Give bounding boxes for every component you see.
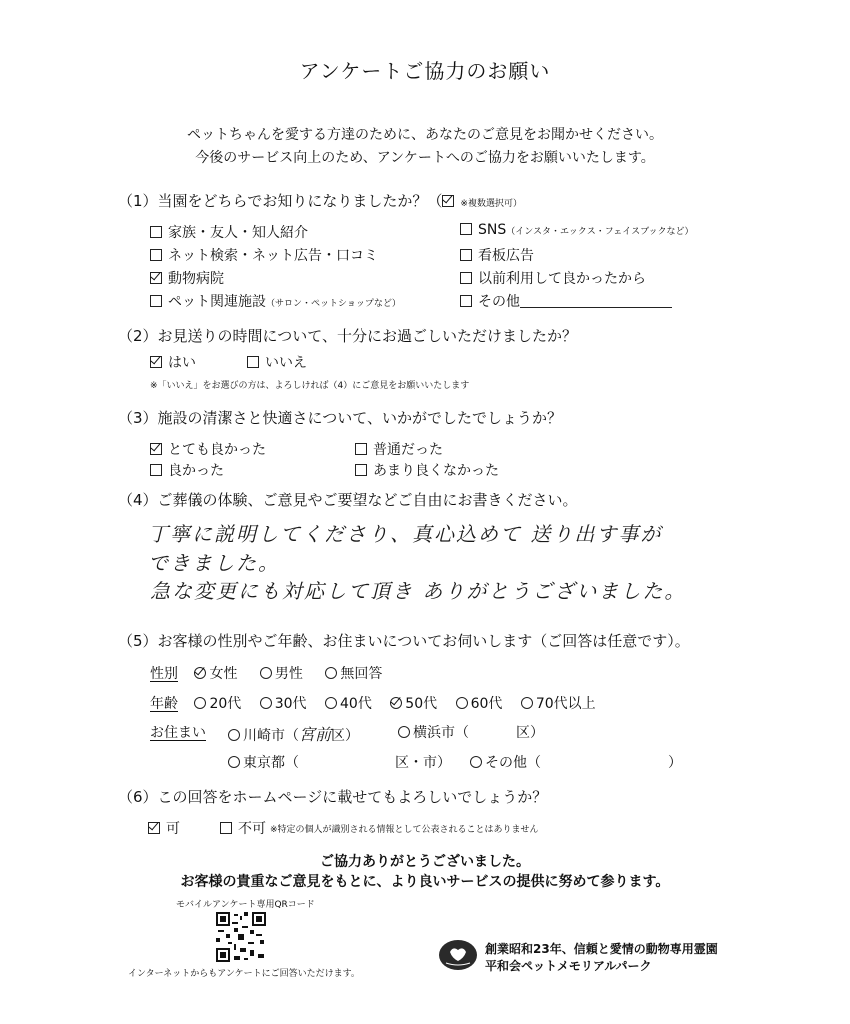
address-label-text: お住まい [150,725,206,741]
option-label: 50代 [405,696,438,712]
address-other[interactable] [470,752,541,772]
radio[interactable] [398,726,410,738]
radio[interactable] [260,697,272,709]
q1-question-text: （1）当園をどちらでお知りになりましたか？（ [118,192,443,210]
radio[interactable] [521,697,533,709]
page-title: アンケートご協力のお願い [299,59,551,83]
option-note: （サロン・ペットショップなど） [266,299,401,309]
intro-line-2: 今後のサービス向上のため、アンケートへのご協力をお願いいたします。 [195,150,655,166]
q5-question: （5）お客様の性別やご年齢、お住まいについてお伺いします（ご回答は任意です）。 [118,632,690,650]
option-label: SNS [478,222,507,238]
q1-option-net[interactable] [150,245,378,265]
checkbox[interactable] [247,356,259,368]
option-label: 20代 [209,696,242,712]
age-40s[interactable] [325,696,372,712]
option-label-end: 区） [331,728,360,744]
q3-question: （3）施設の清潔さと快適さについて、いかがでしたでしょうか？ [118,409,562,427]
checkbox[interactable] [355,464,367,476]
option-label: 動物病院 [168,271,224,287]
option-label: その他（ [485,755,541,771]
q4-handwritten-line-1: 丁寧に説明してくださり、真心込めて 送り出す事が [148,522,663,546]
checkbox[interactable] [150,295,162,307]
yokohama-end: 区） [516,725,544,741]
q6-option-yes[interactable] [148,818,180,838]
memorial-park-logo-icon [438,939,478,971]
q2-question: （2）お見送りの時間について、十分にお過ごしいただけましたか？ [118,327,577,345]
checkbox[interactable] [150,226,162,238]
option-label: 40代 [340,696,372,712]
checkbox[interactable] [150,249,162,261]
q1-option-family[interactable] [150,222,308,242]
checkbox[interactable] [460,295,472,307]
option-label: 男性 [274,666,303,682]
option-label: 無回答 [340,666,383,682]
checkbox[interactable] [460,223,472,235]
q4-handwritten-line-2: できました。 [148,551,280,575]
option-label: 70代以上 [535,696,596,712]
internet-note: インターネットからもアンケートにご回答いただけます。 [128,969,360,979]
radio[interactable] [325,667,337,679]
option-label: 川崎市（ [243,728,299,744]
option-label: 30代 [274,696,307,712]
radio[interactable] [228,729,240,741]
option-label: 60代 [470,696,503,712]
q3-option-very-good[interactable] [150,439,266,459]
option-label: ペット関連施設 [168,294,266,310]
option-label: いいえ [265,355,307,371]
option-label: 不可 [238,821,266,837]
checkbox[interactable] [460,249,472,261]
q4-handwritten-line-3: 急な変更にも対応して頂き ありがとうございました。 [150,579,687,603]
q1-option-previous[interactable] [460,268,646,288]
q4-question: （4）ご葬儀の体験、ご意見やご要望などご自由にお書きください。 [118,491,578,509]
q2-option-yes[interactable] [150,352,196,372]
tokyo-end: 区・市） [395,755,451,771]
checkbox[interactable] [150,464,162,476]
gender-label: 性別 [150,666,178,682]
option-label: 家族・友人・知人紹介 [168,225,308,241]
option-label: 看板広告 [478,248,534,264]
age-60s[interactable] [456,696,503,712]
q6-note: ※特定の個人が識別される情報として公表されることはありません [270,825,539,835]
q5-age-row [150,693,596,713]
checkbox[interactable] [150,356,162,368]
age-30s[interactable] [260,696,307,712]
option-label: 普通だった [373,442,443,458]
brand-line-1: 創業昭和23年、信頼と愛情の動物専用霊園 [485,942,718,956]
address-yokohama[interactable] [398,722,469,742]
age-50s[interactable] [390,696,437,712]
q2-option-no[interactable] [247,352,307,372]
brand-line-2: 平和会ペットメモリアルパーク [485,959,652,973]
q1-multi-checkbox [442,195,454,207]
q1-option-pet-facility[interactable] [150,291,401,311]
q1-option-other[interactable] [460,291,672,311]
option-label: 良かった [168,463,224,479]
kawasaki-ward-handwritten: 宮前 [299,725,332,744]
gender-no-answer[interactable] [325,666,382,682]
q2-note: ※「いいえ」をお選びの方は、よろしければ（4）にご意見をお願いいたします [150,381,470,391]
option-label: 東京都（ [243,755,299,771]
closing-line-2: お客様の貴重なご意見をもとに、より良いサービスの提供に努めて参ります。 [180,874,670,890]
radio[interactable] [260,667,272,679]
checkbox[interactable] [355,443,367,455]
option-label: ネット検索・ネット広告・口コミ [168,248,378,264]
radio[interactable] [470,756,482,768]
radio[interactable] [456,697,468,709]
checkbox[interactable] [148,822,160,834]
intro-line-1: ペットちゃんを愛する方達のために、あなたのご意見をお聞かせください。 [187,127,663,143]
radio[interactable] [194,697,206,709]
radio[interactable] [390,697,402,709]
address-tokyo[interactable] [228,752,299,772]
q1-option-signboard[interactable] [460,245,534,265]
gender-female[interactable] [194,666,237,682]
q1-question-end: ※複数選択可） [460,199,522,209]
qr-code-icon[interactable] [216,912,266,962]
option-label: 横浜市（ [413,725,469,741]
checkbox[interactable] [220,822,232,834]
option-label: 可 [166,821,180,837]
option-label: とても良かった [168,442,266,458]
option-label: はい [168,355,196,371]
q1-option-sns[interactable] [460,222,694,238]
q1-question [118,190,522,211]
checkbox[interactable] [460,272,472,284]
q3-option-not-good[interactable] [355,460,499,480]
gender-male[interactable] [260,666,303,682]
other-blank-line[interactable] [520,295,672,308]
radio[interactable] [194,667,206,679]
q6-option-no[interactable] [220,818,266,838]
address-label [150,722,206,742]
age-20s[interactable] [194,696,241,712]
option-label: あまり良くなかった [373,463,499,479]
age-label: 年齢 [150,696,178,712]
address-kawasaki[interactable] [228,722,359,745]
q5-gender-row [150,663,400,683]
q3-option-good[interactable] [150,460,224,480]
option-label: その他 [478,294,520,310]
checkbox[interactable] [150,443,162,455]
radio[interactable] [325,697,337,709]
checkbox[interactable] [150,272,162,284]
qr-caption: モバイルアンケート専用QRコード [176,900,315,910]
option-label: 女性 [209,666,238,682]
option-note: （インスタ・エックス・フェイスブックなど） [506,227,694,237]
option-label: 以前利用して良かったから [478,271,646,287]
q6-question: （6）この回答をホームページに載せてもよろしいでしょうか？ [118,788,548,806]
q1-option-vet[interactable] [150,268,224,288]
closing-line-1: ご協力ありがとうございました。 [320,854,530,870]
q3-option-normal[interactable] [355,439,443,459]
age-70s-plus[interactable] [521,696,596,712]
radio[interactable] [228,756,240,768]
other-end: ） [668,755,682,771]
